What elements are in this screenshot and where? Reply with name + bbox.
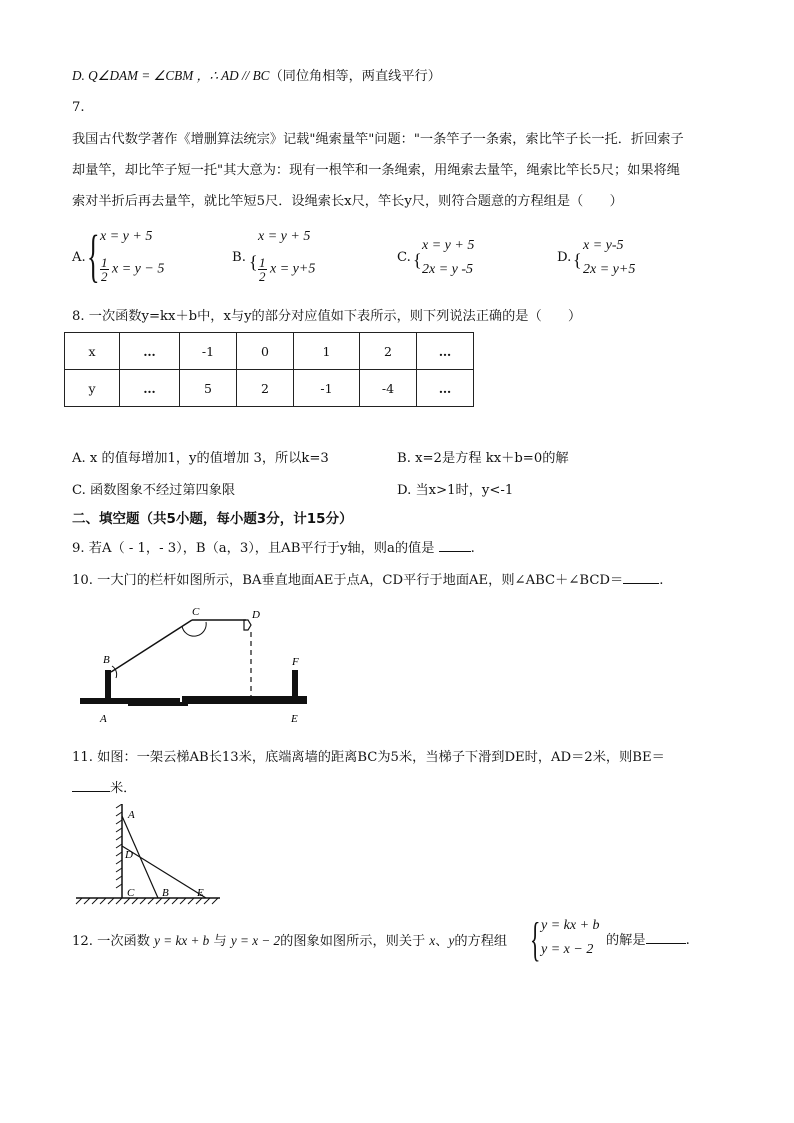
wall-hatch <box>116 804 122 888</box>
table-cell: -4 <box>360 370 417 407</box>
table-row <box>65 370 474 407</box>
label-c: C <box>127 887 135 899</box>
q7-c-eq2: 2x = y -5 <box>422 262 474 277</box>
q8-option-d[interactable]: D. 当x>1时，y<-1 <box>397 483 514 498</box>
q12-prefix: 12. 一次函数 <box>72 934 150 949</box>
label-d: D <box>125 849 133 861</box>
q11-line2-text: 米． <box>110 781 137 796</box>
label-b: B <box>162 887 169 899</box>
q7-a-eq2 <box>100 256 164 283</box>
q12-system-eq1: y = kx + b <box>541 918 600 933</box>
q6-d-reason: （同位角相等，两直线平行） <box>269 69 441 84</box>
q7-d-label: D. <box>557 250 572 265</box>
ground-segment-right <box>182 696 307 704</box>
q7-a-label: A. <box>72 250 86 265</box>
section-title: 二、填空题（共5小题，每小题3分，计15分） <box>72 511 353 527</box>
q12-mid: 与 <box>213 934 227 949</box>
angle-abc-arc <box>112 666 117 678</box>
q12-suffix: 的解是 <box>606 933 646 948</box>
q11-line2 <box>72 780 136 798</box>
q6-d-formula: D. Q∠DAM = ∠CBM ，∴ AD // BC <box>72 68 270 83</box>
q9-text: 9. 若A（ - 1，- 3），B（a，3），且AB平行于y轴，则a的值是 <box>72 541 435 556</box>
q9-end: . <box>470 541 475 556</box>
q7-b-frac-num: 1 <box>259 255 266 270</box>
table-cell: y <box>65 370 120 407</box>
label-f: F <box>292 656 299 668</box>
q12 <box>72 931 507 952</box>
table-cell: 5 <box>180 370 237 407</box>
q7-a-frac-num: 1 <box>101 255 108 270</box>
q7-b-eq2 <box>258 256 315 283</box>
q12-system-brace: { <box>530 913 541 966</box>
q7-d-brace: { <box>573 250 582 270</box>
table-cell: … <box>120 370 180 407</box>
q7-b-eq2-rest: x = y+5 <box>270 261 316 277</box>
q12-function2: y = x − 2 <box>230 933 281 948</box>
table-cell: … <box>417 370 474 407</box>
q11-ladder-figure <box>72 804 222 906</box>
q12-mid2: 的图象如图所示，则关于 <box>280 934 426 949</box>
label-a: A <box>100 713 107 725</box>
label-e: E <box>291 713 298 725</box>
q7-b-eq1: x = y + 5 <box>258 229 311 244</box>
q12-var-y: y <box>448 933 455 948</box>
table-cell: … <box>120 333 180 370</box>
q12-var-x: x <box>429 933 436 948</box>
q7-b-label: B. <box>232 250 246 265</box>
hook-d <box>244 620 251 630</box>
q10-answer-blank[interactable] <box>623 583 659 584</box>
q12-function1: y = kx + b <box>154 933 210 948</box>
table-cell: -1 <box>180 333 237 370</box>
label-e: E <box>197 887 204 899</box>
post-ba <box>105 670 111 700</box>
q11-answer-blank[interactable] <box>72 791 110 792</box>
label-b: B <box>103 654 110 666</box>
rail-bc <box>111 620 192 672</box>
q10-end: . <box>659 573 664 588</box>
q7-b-frac-den: 2 <box>259 269 266 284</box>
q9-answer-blank[interactable] <box>439 551 471 552</box>
q8-stem: 8. 一次函数y=kx＋b中，x与y的部分对应值如下表所示，则下列说法正确的是（ ） <box>72 309 582 324</box>
q12-answer-blank[interactable] <box>646 943 686 944</box>
q12-sep: 、 <box>435 934 449 949</box>
q9 <box>72 540 475 558</box>
q7-c-eq1: x = y + 5 <box>422 238 475 253</box>
q7-d-eq1: x = y-5 <box>583 238 624 253</box>
q7-a-eq2-rest: x = y − 5 <box>112 261 165 277</box>
q12-system-eq2: y = x − 2 <box>541 942 594 957</box>
q6-option-d <box>72 67 441 86</box>
q12-end: . <box>685 933 690 948</box>
q7-c-brace: { <box>413 250 422 270</box>
label-a: A <box>128 809 135 821</box>
table-cell: 2 <box>360 333 417 370</box>
q7-c-label: C. <box>397 250 411 265</box>
q10-gate-figure <box>70 598 320 728</box>
q8-option-c[interactable]: C. 函数图象不经过第四象限 <box>72 483 236 498</box>
q7-b-brace: { <box>249 252 258 272</box>
q10 <box>72 572 663 590</box>
table-cell: 1 <box>294 333 360 370</box>
q11-line1: 11. 如图：一架云梯AB长13米，底端离墙的距离BC为5米，当梯子下滑到DE时，AD＝2米，则BE＝ <box>72 750 665 765</box>
q7-number: 7. <box>72 100 85 115</box>
q7-stem-line1: 我国古代数学著作《增删算法统宗》记载"绳索量竿"问题："一条竿子一条索，索比竿子长一托．折回索子 <box>72 132 684 147</box>
q8-option-b[interactable]: B. x=2是方程 kx＋b=0的解 <box>397 451 569 466</box>
q12-mid3: 的方程组 <box>454 934 508 949</box>
table-cell: 0 <box>237 333 294 370</box>
q7-d-eq2: 2x = y+5 <box>583 262 636 277</box>
q8-value-table <box>64 332 474 407</box>
post-fe <box>292 670 298 700</box>
q7-a-brace: { <box>87 223 100 288</box>
q7-a-frac-den: 2 <box>101 269 108 284</box>
table-cell: 2 <box>237 370 294 407</box>
q7-stem-line2: 却量竿，却比竿子短一托"其大意为：现有一根竿和一条绳索，用绳索去量竿，绳索比竿长5尺；如果将绳 <box>72 163 680 178</box>
q12-tail <box>606 931 690 951</box>
q7-a-eq1: x = y + 5 <box>100 229 153 244</box>
table-cell: … <box>417 333 474 370</box>
table-cell: x <box>65 333 120 370</box>
ground-segment-mid <box>128 702 188 706</box>
q10-text: 10. 一大门的栏杆如图所示，BA垂直地面AE于点A，CD平行于地面AE，则∠ABC＋∠BCD＝ <box>72 573 624 588</box>
label-d: D <box>252 609 260 621</box>
q8-option-a[interactable]: A. x 的值每增加1，y的值增加 3，所以k=3 <box>72 451 329 466</box>
table-cell: -1 <box>294 370 360 407</box>
label-c: C <box>192 606 200 618</box>
table-row <box>65 333 474 370</box>
q7-stem-line3: 索对半折后再去量竿，就比竿短5尺．设绳索长x尺，竿长y尺，则符合题意的方程组是（ ） <box>72 194 623 209</box>
